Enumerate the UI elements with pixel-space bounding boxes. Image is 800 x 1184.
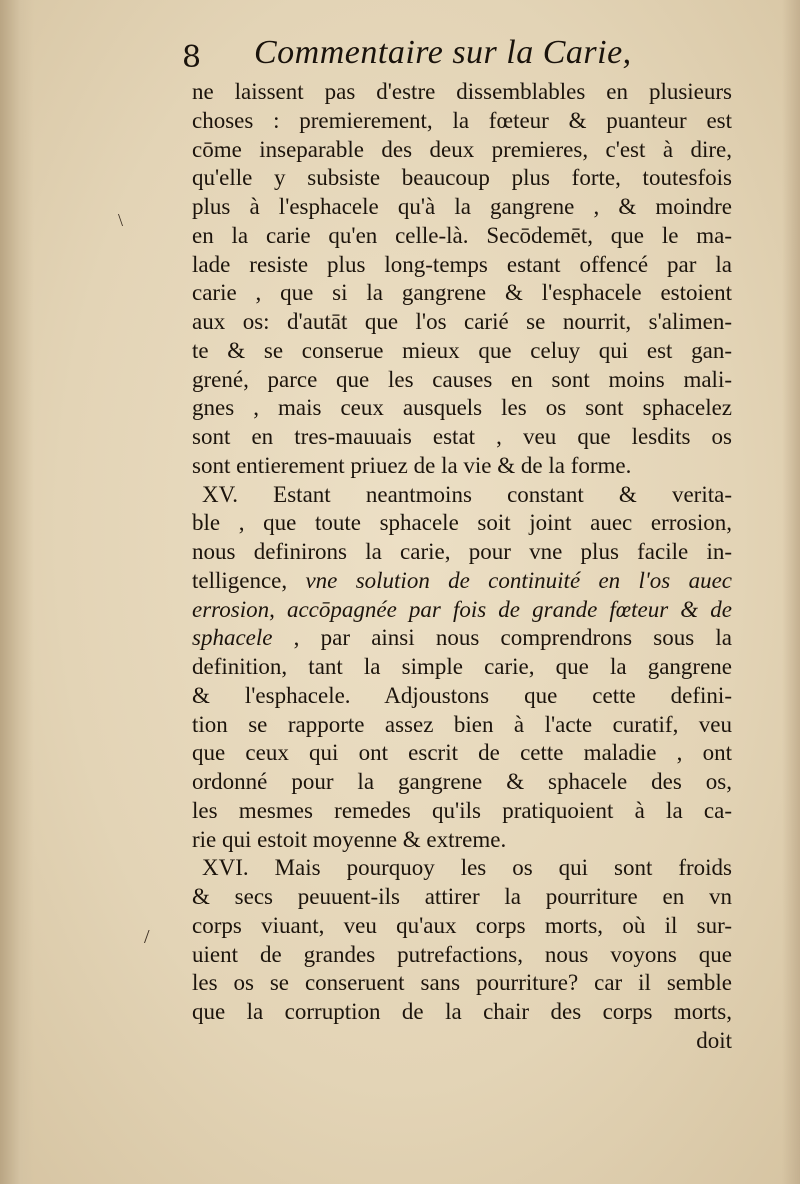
line-text: les mesmes remedes qu'ils pratiquoient à la ca- bbox=[192, 797, 732, 823]
line-text: gnes , mais ceux ausquels les os sont sphacelez bbox=[192, 395, 732, 421]
text-line bbox=[192, 768, 732, 797]
line-text: corps viuant, veu qu'aux corps morts, où il sur- bbox=[192, 912, 732, 938]
text-line bbox=[192, 251, 732, 280]
text-line bbox=[192, 222, 732, 251]
line-text: lade resiste plus long-temps estant offencé par la bbox=[192, 251, 732, 277]
line-text: te & se conserue mieux que celuy qui est gan- bbox=[192, 337, 732, 363]
catchword bbox=[192, 1027, 732, 1056]
line-text: les os se conseruent sans pourriture? car il semble bbox=[192, 970, 732, 996]
line-text: & l'esphacele. Adjoustons que cette defini- bbox=[192, 682, 732, 708]
text-line bbox=[192, 567, 732, 596]
margin-tick-mark: / bbox=[144, 926, 150, 948]
text-line bbox=[192, 883, 732, 912]
text-line bbox=[192, 739, 732, 768]
text-line bbox=[192, 337, 732, 366]
line-text: plus à l'esphacele qu'à la gangrene , & moindre bbox=[192, 194, 732, 219]
text-line bbox=[192, 308, 732, 337]
line-text: sont entierement priuez de la vie & de la forme. bbox=[192, 452, 632, 478]
line-text: cōme inseparable des deux premieres, c'est à dire, bbox=[192, 136, 732, 162]
text-line bbox=[192, 682, 732, 711]
text-line bbox=[192, 107, 732, 136]
line-text: que la corruption de la chair des corps morts, bbox=[192, 999, 732, 1024]
text-line bbox=[192, 624, 732, 653]
text-line bbox=[192, 279, 732, 308]
line-text: & secs peuuent-ils attirer la pourriture en vn bbox=[192, 884, 732, 909]
line-text: que ceux qui ont escrit de cette maladie , ont bbox=[192, 740, 732, 766]
line-text: XVI. Mais pourquoy les os qui sont froids bbox=[202, 855, 732, 881]
text-line bbox=[192, 78, 732, 107]
text-line bbox=[192, 509, 732, 538]
line-text: ordonné pour la gangrene & sphacele des os, bbox=[192, 769, 732, 794]
text-line bbox=[192, 481, 732, 510]
line-text: , par ainsi nous comprendrons sous la bbox=[272, 625, 732, 651]
text-line bbox=[192, 854, 732, 883]
line-text: telligence, bbox=[192, 567, 306, 593]
text-line bbox=[192, 941, 732, 970]
page-edge-shadow bbox=[782, 0, 800, 1184]
line-text: qu'elle y subsiste beaucoup plus forte, toutesfois bbox=[192, 165, 732, 191]
page-number: 8 bbox=[182, 40, 202, 75]
line-text: tion se rapporte assez bien à l'acte curatif, veu bbox=[192, 711, 732, 737]
text-line bbox=[192, 969, 732, 998]
line-text: grené, parce que les causes en sont moins mali- bbox=[192, 366, 732, 392]
text-line bbox=[192, 711, 732, 740]
text-line bbox=[192, 653, 732, 682]
italic-definition-text: errosion, accōpagnée par fois de grande fœteur & de bbox=[192, 596, 732, 622]
italic-definition-text: vne solution de continuité en l'os auec bbox=[305, 567, 732, 593]
page-gutter-shadow bbox=[0, 0, 34, 1184]
text-line bbox=[192, 596, 732, 625]
line-text: carie , que si la gangrene & l'esphacele estoient bbox=[192, 280, 732, 306]
line-text: ne laissent pas d'estre dissemblables en plusieurs bbox=[192, 79, 732, 104]
line-text: aux os: d'autāt que l'os carié se nourrit, s'alimen- bbox=[192, 309, 732, 334]
text-line bbox=[192, 912, 732, 941]
line-text: nous definirons la carie, pour vne plus facile in- bbox=[192, 539, 732, 564]
text-line bbox=[192, 164, 732, 193]
text-line bbox=[192, 394, 732, 423]
line-text: definition, tant la simple carie, que la gangrene bbox=[192, 654, 732, 679]
margin-tick-mark: \ bbox=[118, 210, 124, 230]
text-line bbox=[192, 193, 732, 222]
line-text: en la carie qu'en celle-là. Secōdemēt, que le ma- bbox=[192, 222, 732, 248]
text-line bbox=[192, 797, 732, 826]
line-text: ble , que toute sphacele soit joint auec errosion, bbox=[192, 510, 732, 536]
text-line bbox=[192, 452, 732, 481]
text-line bbox=[192, 998, 732, 1027]
body-text bbox=[192, 78, 732, 1056]
text-line bbox=[192, 136, 732, 165]
line-text: uient de grandes putrefactions, nous voyons que bbox=[192, 941, 732, 967]
text-line bbox=[192, 538, 732, 567]
line-text: XV. Estant neantmoins constant & verita- bbox=[202, 481, 732, 507]
line-text: doit bbox=[696, 1027, 732, 1053]
italic-definition-text: sphacele bbox=[192, 625, 273, 651]
text-line bbox=[192, 366, 732, 395]
line-text: choses : premierement, la fœteur & puanteur est bbox=[192, 107, 732, 133]
line-text: sont en tres-mauuais estat , veu que lesdits os bbox=[192, 424, 732, 449]
text-line bbox=[192, 826, 732, 855]
text-line bbox=[192, 423, 732, 452]
line-text: rie qui estoit moyenne & extreme. bbox=[192, 826, 507, 852]
running-head: Commentaire sur la Carie, bbox=[254, 34, 632, 71]
